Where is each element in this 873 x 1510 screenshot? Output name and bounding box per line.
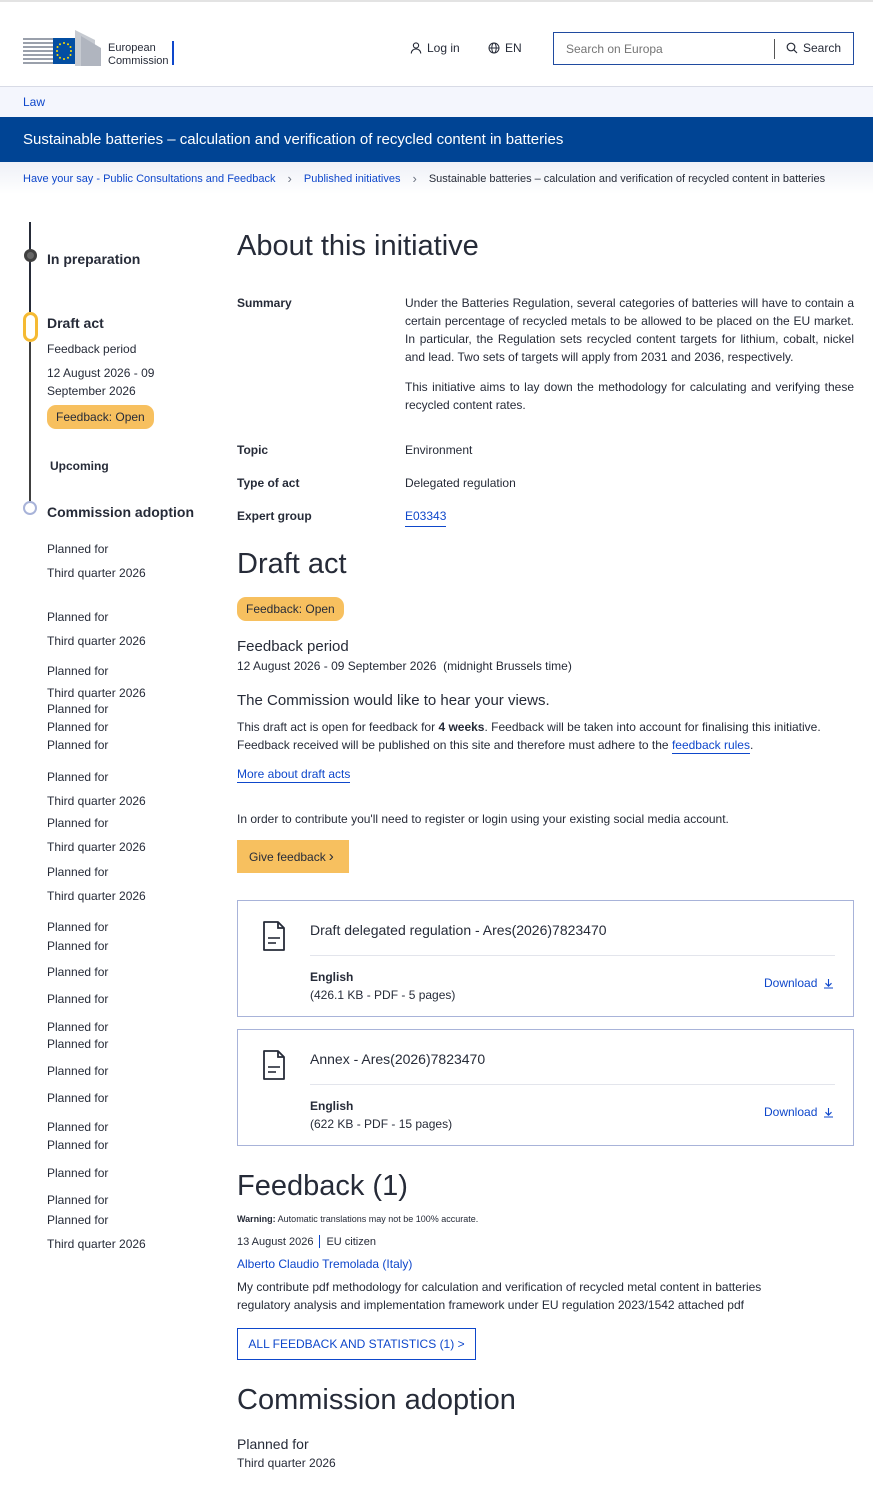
breadcrumb [23,171,825,186]
summary-paragraph: This initiative aims to lay down the methodology for calculating and verifying these recycled content rates. [405,380,854,412]
document-icon [262,920,286,952]
planned-value: Third quarter 2026 [47,566,146,580]
planned-label: Planned for [47,720,109,734]
download-icon [823,978,834,989]
expert-group-label: Expert group [237,509,312,523]
search-form [553,32,854,65]
timeline-draft-act[interactable]: Draft act [47,315,104,331]
planned-value: Third quarter 2026 [47,889,146,903]
document-icon [262,1049,286,1081]
login-label: Log in [427,41,460,55]
breadcrumb-item[interactable]: Published initiatives [303,172,401,185]
download-icon [823,1107,834,1118]
planned-label: Planned for [47,965,109,979]
search-divider [774,39,775,59]
ec-logo-icon [23,26,108,68]
meta-divider [319,1235,320,1248]
globe-icon [488,42,500,54]
feedback-text: My contribute pdf methodology for calculation and verification of recycled metal content in batteries regulatory analysis and implementation framework under EU regulation 2023/1542 attached pdf [237,1280,762,1312]
adoption-planned-value: Third quarter 2026 [237,1456,336,1470]
ec-logo-text: European Commission [108,42,169,67]
planned-label: Planned for [47,1138,109,1152]
breadcrumb-item[interactable]: Have your say - Public Consultations and Feedback [23,172,276,185]
planned-label: Planned for [47,738,109,752]
planned-label: Planned for [47,1020,109,1034]
draft-feedback-badge [237,597,344,621]
planned-value: Third quarter 2026 [47,634,146,648]
feedback-rules-link[interactable]: feedback rules [671,738,750,752]
search-button[interactable] [786,41,841,55]
planned-clipped: Third quarter 2026 [47,686,146,700]
status-badge: Feedback: Open [237,597,344,621]
planned-label: Planned for [47,920,109,934]
give-feedback-label: Give feedback [249,849,326,864]
login-link[interactable] [410,41,460,55]
top-border [0,0,873,2]
translation-warning: Warning: Automatic translations may not be 100% accurate. [237,1214,479,1224]
timeline-planned-list [47,530,207,1255]
planned-label: Planned for [47,1064,109,1078]
planned-label: Planned for [47,542,109,556]
planned-label: Planned for [47,1193,109,1207]
breadcrumb-current: Sustainable batteries – calculation and verification of recycled content in batteries [428,172,826,185]
planned-label: Planned for [47,770,109,784]
adoption-heading: Commission adoption [237,1384,516,1416]
timeline-feedback-dates: September 2026 [47,384,136,398]
feedback-period-value: 12 August 2026 - 09 September 2026 (midnight Brussels time) [237,659,572,673]
planned-label: Planned for [47,664,109,678]
planned-label: Planned for [47,1213,109,1227]
timeline-in-preparation[interactable]: In preparation [47,251,141,267]
document-meta: (622 KB - PDF - 15 pages) [310,1117,453,1131]
summary-text [405,294,854,414]
chevron-right-icon: › [412,171,417,186]
planned-label: Planned for [47,1091,109,1105]
document-card [237,1029,854,1146]
planned-clipped: Planned for [47,992,109,1006]
give-feedback-button[interactable] [237,840,349,873]
draft-info-text: This draft act is open for feedback for 4 weeks. Feedback will be taken into account for finalising this initiative. Feedback received will be published on this site and therefore must adhere to the feedback rules. [237,720,821,752]
planned-clipped: Planned for [47,702,109,716]
timeline-step-done-icon [24,249,37,262]
user-icon [410,42,422,54]
timeline-step-current-icon [23,312,38,342]
chevron-right-icon: › [287,171,292,186]
feedback-role: EU citizen [326,1235,376,1248]
search-button-label: Search [803,41,842,55]
document-title: Annex - Ares(2026)7823470 [310,1051,486,1067]
language-label: EN [505,41,522,55]
page-title: Sustainable batteries – calculation and verification of recycled content in batteries [23,131,564,148]
divider [310,1084,835,1085]
download-link[interactable] [764,976,834,990]
section-bar [0,86,873,117]
feedback-heading: Feedback (1) [237,1170,408,1202]
planned-label: Planned for [47,1037,109,1051]
planned-label: Planned for [47,1166,109,1180]
feedback-meta [237,1235,376,1248]
expert-group-link[interactable]: E03343 [405,507,446,527]
section-link-law[interactable]: Law [23,95,46,109]
planned-label: Planned for [47,610,109,624]
search-input[interactable] [566,42,766,56]
feedback-date: 13 August 2026 [237,1235,314,1248]
download-label: Download [764,1105,818,1119]
planned-value: Third quarter 2026 [47,840,146,854]
register-text: In order to contribute you'll need to register or login using your existing social media account. [237,812,729,826]
topic-label: Topic [237,443,269,457]
timeline-line [29,342,31,502]
document-meta: (426.1 KB - PDF - 5 pages) [310,988,456,1002]
planned-label: Planned for [47,939,109,953]
feedback-period-label: Feedback period [237,638,349,655]
timeline-step-upcoming-icon [23,501,37,515]
planned-label: Planned for [47,1120,109,1134]
timeline-feedback-badge [47,405,154,429]
timeline-commission-adoption[interactable]: Commission adoption [47,504,194,520]
language-selector[interactable] [488,41,522,55]
summary-label: Summary [237,296,292,310]
divider [310,955,835,956]
chevron-right-icon: › [328,847,334,865]
timeline-upcoming: Upcoming [50,459,109,473]
timeline-line [29,222,31,312]
all-feedback-button[interactable]: ALL FEEDBACK AND STATISTICS (1) > [237,1328,476,1360]
planned-label: Planned for [47,816,109,830]
summary-paragraph: Under the Batteries Regulation, several categories of batteries will have to contain a certain percentage of recycled metals to be allowed to be placed on the EU market. In particular, the Regulation sets recycled content targets for lithium, cobalt, nickel and lead. Two sets of targets will apply from 2031 and 2036, respectively. [405,296,854,364]
document-language: English [310,970,354,984]
planned-value: Third quarter 2026 [47,794,146,808]
topic-value: Environment [405,443,473,457]
document-language: English [310,1099,354,1113]
feedback-author-link[interactable]: Alberto Claudio Tremolada (Italy) [237,1257,413,1271]
status-badge: Feedback: Open [47,405,154,429]
planned-value: Third quarter 2026 [47,1237,146,1251]
document-title: Draft delegated regulation - Ares(2026)7823470 [310,922,607,938]
search-icon [786,42,798,54]
draft-act-heading: Draft act [237,548,347,580]
views-heading: The Commission would like to hear your views. [237,692,550,709]
timeline-feedback-dates: 12 August 2026 - 09 [47,366,155,380]
logo-divider [172,41,174,65]
type-of-act-value: Delegated regulation [405,476,516,490]
download-link[interactable] [764,1105,834,1119]
type-of-act-label: Type of act [237,476,300,490]
download-label: Download [764,976,818,990]
document-card [237,900,854,1017]
more-about-draft-acts-link[interactable]: More about draft acts [237,767,351,781]
adoption-planned-label: Planned for [237,1436,309,1452]
planned-label: Planned for [47,865,109,879]
timeline-feedback-label: Feedback period [47,342,137,356]
about-heading: About this initiative [237,230,479,262]
